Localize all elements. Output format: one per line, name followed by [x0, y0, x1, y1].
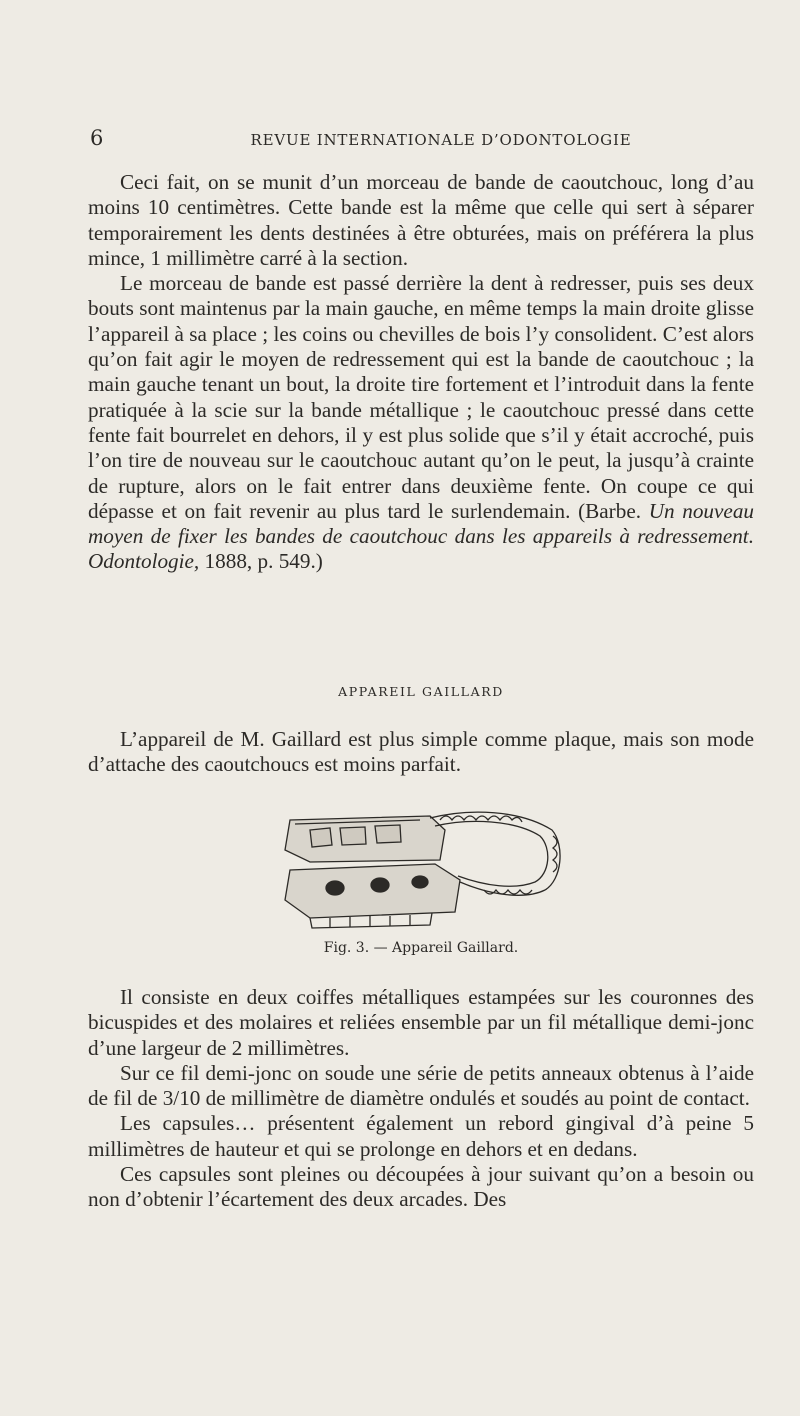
paragraph-5: Sur ce fil demi-jonc on soude une série de petits anneaux obtenus à l’aide de fil de 3/10 de millimètre de diamètre ondulés et soudés au point de contact.: [88, 1060, 754, 1111]
paragraph-7: Ces capsules sont pleines ou découpées à jour suivant qu’on a besoin ou non d’obtenir l’écartement des deux arcades. Des: [88, 1162, 754, 1212]
text-block-top: [88, 170, 754, 575]
paragraph-6: Les capsules… présentent également un rebord gingival d’à peine 5 millimètres de hauteur et qui se prolonge en dehors et en dedans.: [88, 1111, 754, 1161]
paragraph-3: L’appareil de M. Gaillard est plus simple comme plaque, mais son mode d’attache des caoutchoucs est moins parfait.: [88, 727, 754, 777]
page-header: [86, 126, 756, 156]
paragraph-1: Ceci fait, on se munit d’un morceau de bande de caoutchouc, long d’au moins 10 centimètres. Cette bande est la même que celle qui sert à séparer temporairement les dents destinées à être obturées, mais on préférera la plus mince, 1 millimètre carré à la section.: [88, 170, 754, 270]
page-number: 6: [90, 126, 104, 150]
section-title: APPAREIL GAILLARD: [338, 684, 504, 699]
citation-title: Un nouveau moyen de fixer les bandes de caoutchouc dans les appareils à redressement. Odontologie,: [88, 498, 755, 574]
running-title: REVUE INTERNATIONALE D’ODONTOLOGIE: [250, 131, 632, 149]
figure-appareil-gaillard: [270, 800, 570, 940]
paragraph-2-text: Le morceau de bande est passé derrière la dent à redresser, puis ses deux bouts sont maintenus par la main gauche, en même temps la main droite glisse l’appareil à sa place ; les coins ou chevilles de bois l’y consolident. C’est alors qu’on fait agir le moyen de redressement qui est la bande de caoutchouc ; la main gauche tenant un bout, la droite tire fortement et l’introduit dans la fente pratiquée à la scie sur la bande métallique ; le caoutchouc pressé dans cette fente fait bourrelet en dehors, il y est plus solide que s’il y était accroché, puis l’on tire de nouveau sur le caoutchouc autant qu’on le peut, la jusqu’à crainte de rupture, alors on le fait entrer dans deuxième fente. On coupe ce qui dépasse et on fait revenir au plus tard le surlendemain. (Barbe.: [88, 271, 754, 523]
paragraph-2: [88, 271, 754, 575]
text-block-intro: [88, 727, 754, 778]
figure-caption: Fig. 3. — Appareil Gaillard.: [323, 940, 519, 956]
text-block-bottom: [88, 985, 754, 1213]
citation-details: 1888, p. 549.): [204, 549, 323, 574]
paragraph-4: Il consiste en deux coiffes métalliques estampées sur les couronnes des bicuspides et des molaires et reliées ensemble par un fil métallique demi-jonc d’une largeur de 2 millimètres.: [88, 985, 754, 1060]
